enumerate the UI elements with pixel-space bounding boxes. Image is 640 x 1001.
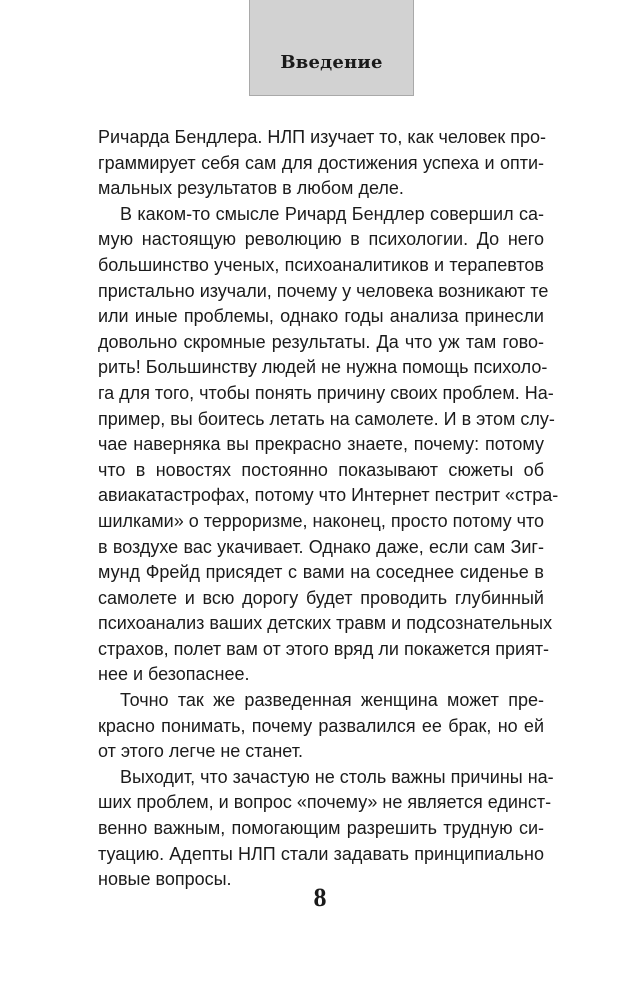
text-line: ших проблем, и вопрос «почему» не является единст- xyxy=(98,792,552,813)
text-line: В каком-то смысле Ричард Бендлер совершил са- xyxy=(120,203,544,224)
text-line: чае наверняка вы прекрасно знаете, почему: потому xyxy=(98,434,544,455)
text-line: авиакатастрофах, потому что Интернет пестрит «стра- xyxy=(98,485,559,506)
section-title: Введение xyxy=(280,52,383,73)
text-line: пристально изучали, почему у человека возникают те xyxy=(98,280,549,301)
text-line: самолете и всю дорогу будет проводить глубинный xyxy=(98,587,544,608)
text-line: красно понимать, почему развалился ее брак, но ей xyxy=(98,715,544,736)
text-line: новые вопросы. xyxy=(98,869,232,890)
section-header-box xyxy=(249,0,414,96)
text-line: довольно скромные результаты. Да что уж там гово- xyxy=(98,331,544,352)
text-line: шилками» о терроризме, наконец, просто потому что xyxy=(98,510,545,531)
text-line: Выходит, что зачастую не столь важны причины на- xyxy=(120,766,554,787)
paragraph xyxy=(98,125,544,202)
text-line: в воздухе вас укачивает. Однако даже, если сам Зиг- xyxy=(98,536,544,557)
text-line: страхов, полет вам от этого вряд ли покажется прият- xyxy=(98,638,550,659)
text-line: рить! Большинству людей не нужна помощь психоло- xyxy=(98,357,548,378)
text-line: мальных результатов в любом деле. xyxy=(98,178,404,199)
text-line: большинство ученых, психоаналитиков и терапевтов xyxy=(98,254,544,275)
text-line: Точно так же разведенная женщина может пре- xyxy=(120,690,544,711)
paragraph xyxy=(98,688,544,765)
text-line: от этого легче не станет. xyxy=(98,741,303,762)
text-line: Ричарда Бендлера. НЛП изучает то, как человек про- xyxy=(98,127,546,147)
text-line: га для того, чтобы понять причину своих проблем. На- xyxy=(98,382,554,403)
paragraph xyxy=(98,202,559,688)
body-text xyxy=(98,125,559,893)
page-number: 8 xyxy=(313,883,327,912)
paragraph xyxy=(98,765,554,893)
text-line: мунд Фрейд присядет с вами на соседнее сиденье в xyxy=(98,562,544,583)
text-line: граммирует себя сам для достижения успеха и опти- xyxy=(98,152,544,173)
text-line: что в новостях постоянно показывают сюжеты об xyxy=(98,459,544,480)
text-line: туацию. Адепты НЛП стали задавать принципиально xyxy=(98,843,544,864)
text-line: или иные проблемы, однако годы анализа принесли xyxy=(98,306,544,327)
text-line: пример, вы боитесь летать на самолете. И в этом слу- xyxy=(98,408,555,429)
text-line: мую настоящую революцию в психологии. До него xyxy=(98,229,544,250)
text-line: нее и безопаснее. xyxy=(98,664,250,685)
text-line: венно важным, помогающим разрешить трудную си- xyxy=(98,818,544,839)
text-line: психоанализ ваших детских травм и подсознательных xyxy=(98,613,553,634)
